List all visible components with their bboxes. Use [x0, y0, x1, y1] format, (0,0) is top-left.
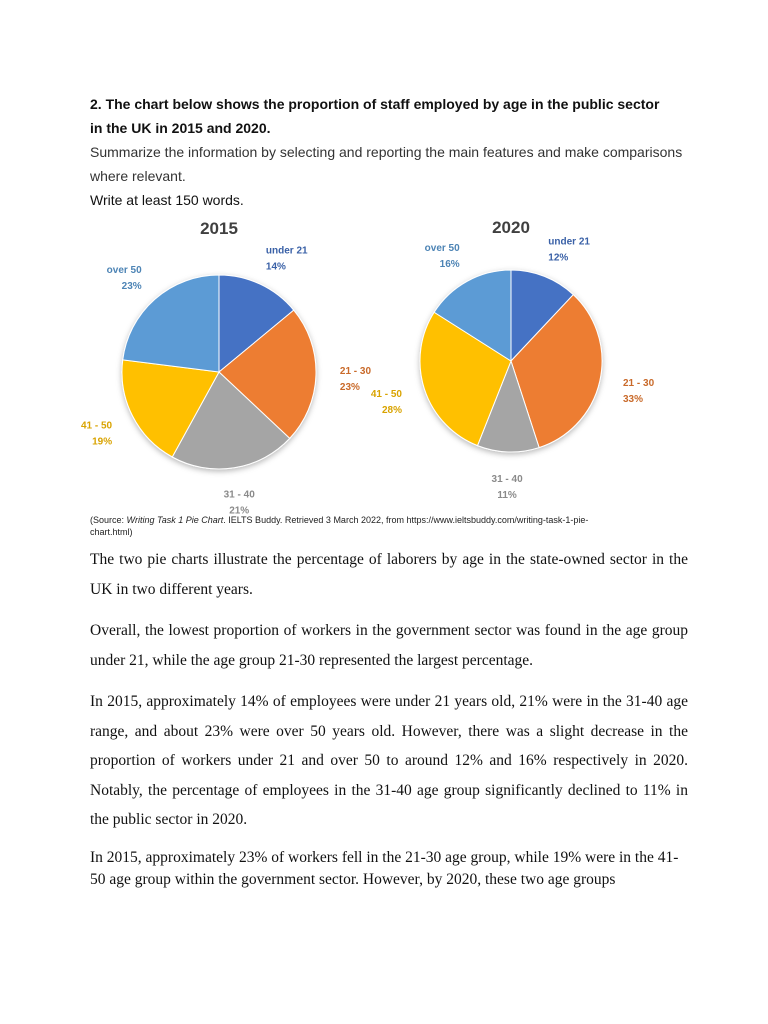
slice-label: over 50 [106, 265, 142, 277]
source-rest-line2: chart.html) [90, 527, 133, 537]
essay-paragraph-3: In 2015, approximately 14% of employees were under 21 years old, 21% were in the 31-40 age range, and about 23% were over 50 years old. However, there was a slight decrease in the proportion of workers under 21 and over 50 to around 12% and 16% respectively in 2020. Notably, the percentage of employees in the 31-40 age group significantly declined to 11% in the public sector in 2020. [90, 693, 688, 828]
pie-slices [420, 270, 602, 452]
task-instruction-line2: where relevant. [90, 168, 186, 184]
slice-label: over 50 [424, 243, 460, 255]
slice-label: under 21 [548, 236, 590, 248]
essay-paragraph-1: The two pie charts illustrate the percentage of laborers by age in the state-owned sector in the UK in two different years. [90, 551, 688, 598]
chart-title: 2015 [200, 219, 238, 238]
slice-value-label: 19% [92, 436, 113, 448]
slice-value-label: 23% [339, 382, 360, 394]
slice-value-label: 21% [229, 505, 250, 517]
slice-label: 41 - 50 [370, 389, 402, 400]
source-prefix: (Source: [90, 515, 127, 525]
slice-value-label: 12% [548, 252, 569, 264]
task-title-line2: in the UK in 2015 and 2020. [90, 120, 271, 136]
slice-label: 31 - 40 [223, 489, 255, 501]
task-prompt [90, 92, 690, 212]
source-citation [90, 514, 680, 538]
slice-label: 41 - 50 [80, 420, 113, 432]
pie-chart-2020 [371, 218, 655, 501]
source-rest-line1: . IELTS Buddy. Retrieved 3 March 2022, from https://www.ieltsbuddy.com/writing-task-1-pie- [223, 515, 589, 525]
task-instruction-line1: Summarize the information by selecting and reporting the main features and make comparisons [90, 144, 683, 160]
slice-value-label: 28% [381, 405, 402, 416]
slice-label: under 21 [265, 245, 308, 257]
slice-value-label: 23% [121, 281, 142, 293]
source-title: Writing Task 1 Pie Chart [126, 515, 224, 525]
essay-paragraph-4: In 2015, approximately 23% of workers fell in the 21-30 age group, while 19% were in the 41-50 age group within the government sector. However, by 2020, these two age groups [90, 848, 679, 888]
essay-paragraph-2: Overall, the lowest proportion of workers in the government sector was found in the age group under 21, while the age group 21-30 represented the largest percentage. [90, 622, 688, 669]
task-title [90, 92, 690, 140]
slice-label: 21 - 30 [623, 377, 655, 389]
pie-charts-svg [0, 210, 768, 517]
slice-value-label: 11% [497, 489, 517, 501]
pie-slices [122, 275, 316, 469]
slice-label: 31 - 40 [491, 473, 523, 485]
task-instruction [90, 140, 690, 188]
slice-value-label: 14% [265, 261, 286, 273]
pie-chart-2015 [81, 219, 372, 516]
chart-title: 2020 [492, 218, 530, 237]
task-word-count: Write at least 150 words. [90, 192, 244, 208]
slice-label: 21 - 30 [339, 366, 372, 378]
slice-value-label: 33% [623, 393, 644, 405]
pie-charts-area [0, 210, 768, 517]
essay-body [90, 545, 688, 903]
slice-value-label: 16% [439, 259, 460, 271]
task-title-line1: 2. The chart below shows the proportion of staff employed by age in the public sector [90, 96, 660, 112]
